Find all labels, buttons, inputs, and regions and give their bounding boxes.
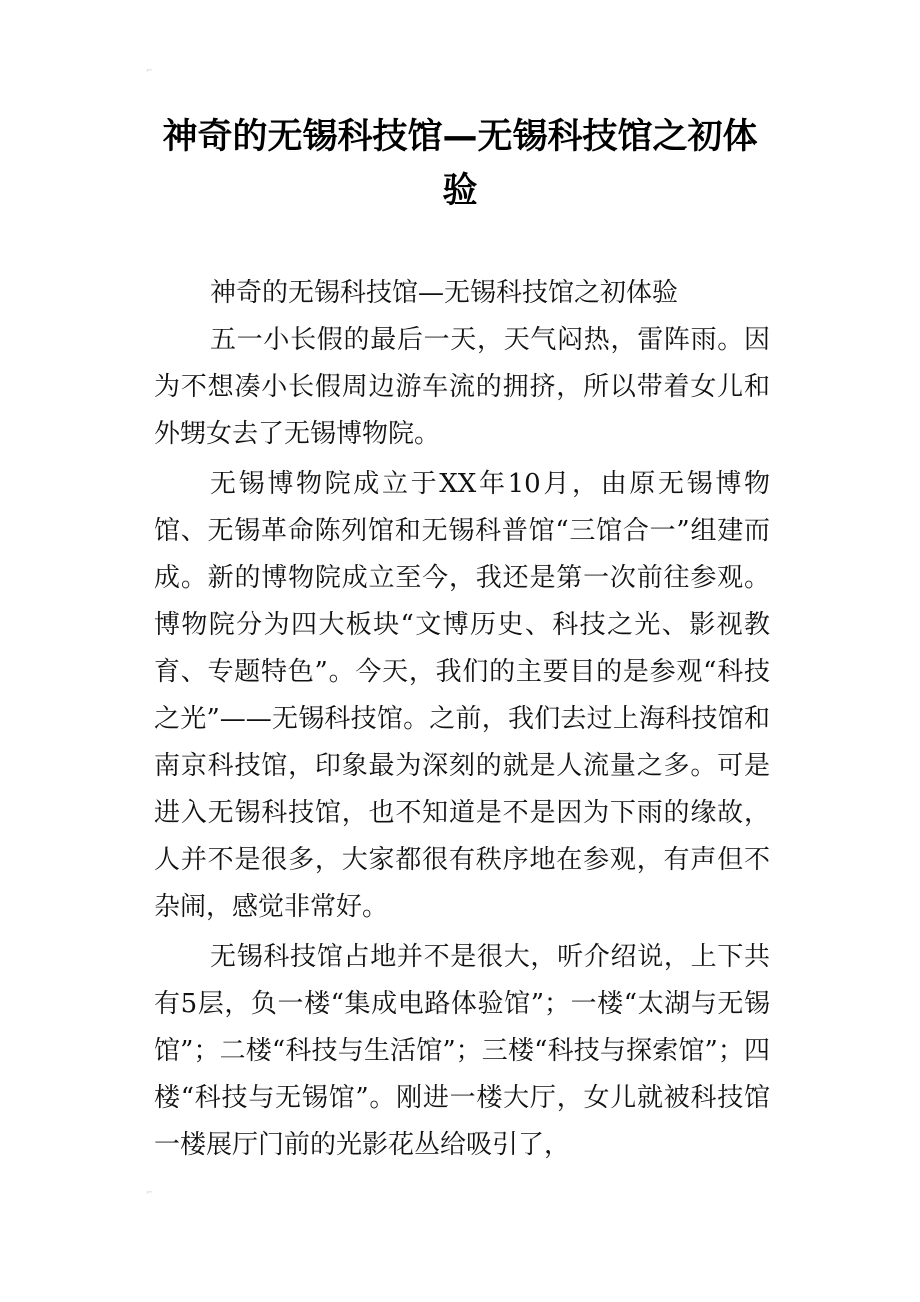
page-corner-mark-icon: ⌐	[146, 1188, 153, 1197]
paragraph: 五一小长假的最后一天，天气闷热，雷阵雨。因为不想凑小长假周边游车流的拥挤，所以带着女儿和外甥女去了无锡博物院。	[154, 325, 770, 449]
document-body	[154, 270, 770, 1172]
paragraph: 无锡博物院成立于XX年10月，由原无锡博物馆、无锡革命陈列馆和无锡科普馆“三馆合一”组建而成。新的博物院成立至今，我还是第一次前往参观。博物院分为四大板块“文博历史、科技之光、影视教育、专题特色”。今天，我们的主要目的是参观“科技之光”——无锡科技馆。之前，我们去过上海科技馆和南京科技馆，印象最为深刻的就是人流量之多。可是进入无锡科技馆，也不知道是不是因为下雨的缘故，人并不是很多，大家都很有秩序地在参观，有声但不杂闹，感觉非常好。	[154, 469, 770, 922]
document-title: 神奇的无锡科技馆—无锡科技馆之初体验	[162, 117, 758, 211]
paragraph: 无锡科技馆占地并不是很大，听介绍说，上下共有5层，负一楼“集成电路体验馆”；一楼“太湖与无锡馆”；二楼“科技与生活馆”；三楼“科技与探索馆”；四楼“科技与无锡馆”。刚进一楼大厅，女儿就被科技馆一楼展厅门前的光影花丛给吸引了，	[154, 942, 770, 1160]
page-corner-mark-icon: ⌐	[146, 66, 153, 75]
paragraph-subtitle: 神奇的无锡科技馆—无锡科技馆之初体验	[210, 278, 679, 308]
